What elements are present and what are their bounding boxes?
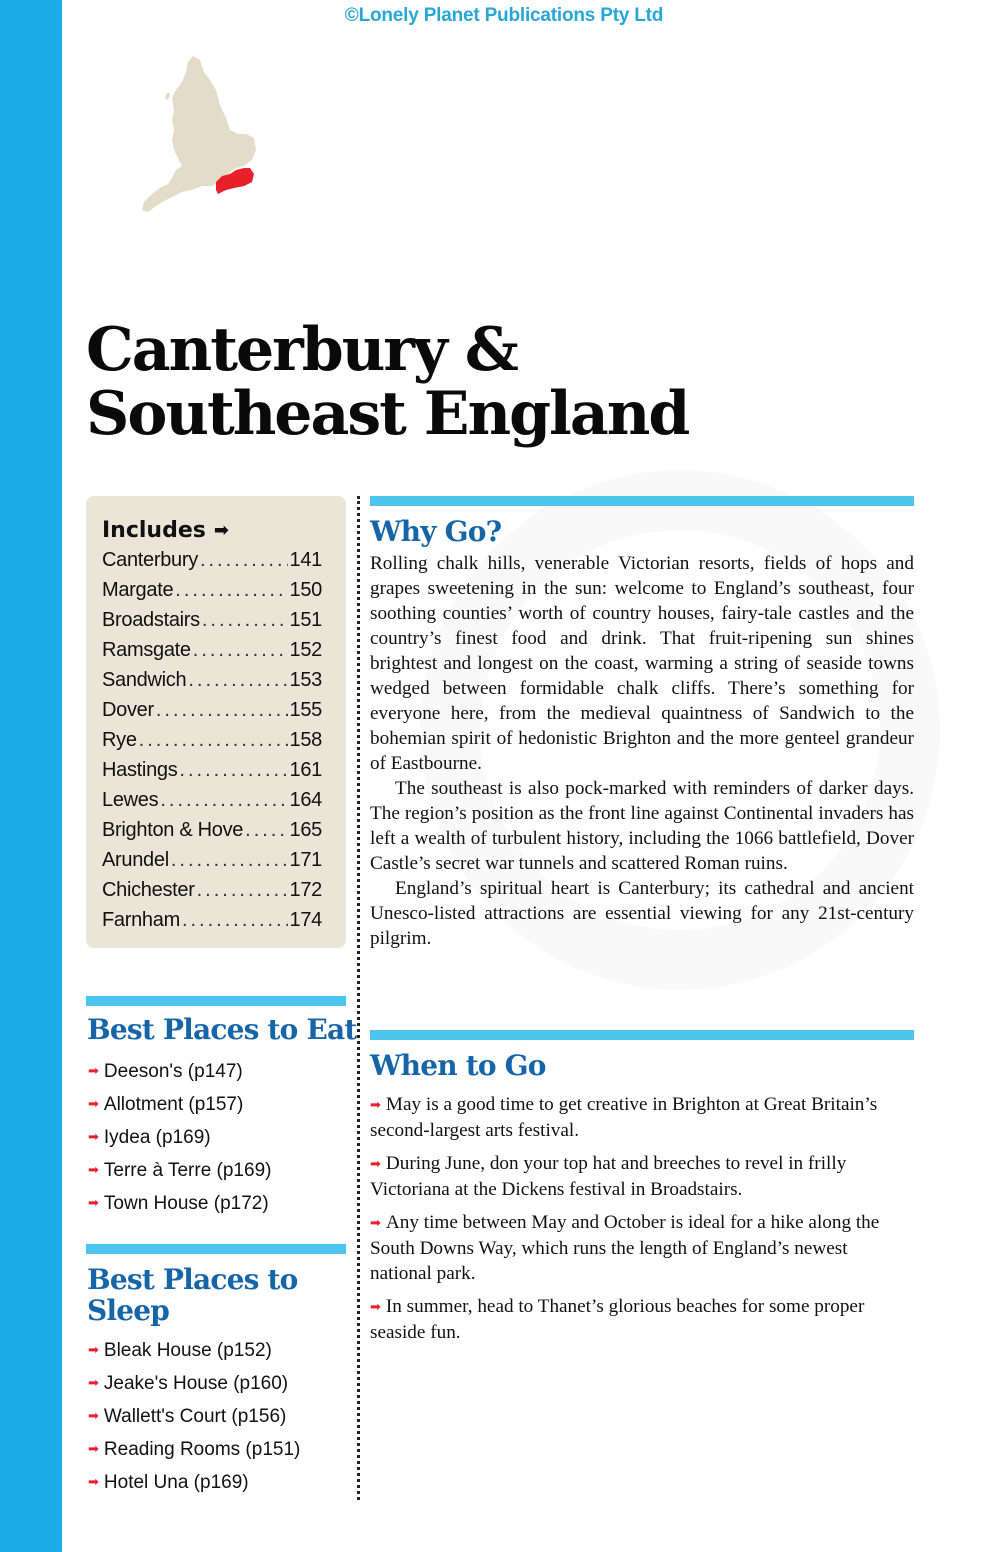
section-rule-when-to-go <box>370 1030 914 1040</box>
eat-list-item[interactable] <box>88 1121 271 1154</box>
red-arrow-bullet-icon: ➡ <box>88 1129 99 1144</box>
section-rule-eat <box>86 996 346 1006</box>
includes-item-name: Farnham <box>102 909 180 931</box>
eat-list-item-text: Iydea (p169) <box>103 1127 211 1148</box>
includes-item-page: 174 <box>289 909 322 931</box>
sleep-list-item[interactable] <box>88 1367 300 1400</box>
best-sleep-heading <box>87 1264 298 1326</box>
dot-leader <box>179 755 287 785</box>
red-arrow-bullet-icon: ➡ <box>88 1096 99 1111</box>
sleep-list-item-text: Bleak House (p152) <box>103 1340 272 1361</box>
eat-list-item[interactable] <box>88 1187 271 1220</box>
includes-item[interactable] <box>102 905 322 935</box>
includes-item[interactable] <box>102 785 322 815</box>
dot-leader <box>193 635 288 665</box>
chapter-title-line-1: Canterbury & <box>86 315 517 385</box>
eat-list-item-text: Terre à Terre (p169) <box>103 1160 272 1181</box>
includes-item-name: Brighton & Hove <box>102 819 244 841</box>
includes-item-page: 165 <box>289 819 322 841</box>
why-go-paragraph: Rolling chalk hills, venerable Victorian resorts, fields of hops and grapes sweetening in the sun: welcome to England’s southeast, four soothing counties’ worth of country houses, fairy-tale castles and the country’s finest food and drink. That fruit-ripening sun shines brightest and longest on the coast, warming a string of seaside towns wedged between formidable chalk cliffs. There’s something for everyone here, from the medieval quaintness of Sandwich to the bohemian spirit of hedonistic Brighton and the more genteel grandeur of Eastbourne. <box>370 553 914 774</box>
includes-item-page: 171 <box>289 849 322 871</box>
dot-leader <box>156 695 288 725</box>
includes-item-name: Broadstairs <box>102 609 200 631</box>
red-arrow-bullet-icon: ➡ <box>88 1342 99 1357</box>
includes-item-name: Lewes <box>102 789 159 811</box>
includes-item-page: 141 <box>289 549 322 571</box>
red-arrow-bullet-icon: ➡ <box>88 1441 99 1456</box>
when-to-go-heading: When to Go <box>370 1049 546 1082</box>
eat-list-item-text: Allotment (p157) <box>103 1094 244 1115</box>
dot-leader <box>188 665 287 695</box>
sleep-list-item-text: Hotel Una (p169) <box>103 1472 249 1493</box>
when-to-go-item[interactable] <box>370 1210 914 1286</box>
when-to-go-item-text: Any time between May and October is ideal for a hike along the South Downs Way, which runs the length of England’s newest national park. <box>370 1212 880 1284</box>
includes-item[interactable] <box>102 875 322 905</box>
includes-item-name: Chichester <box>102 879 195 901</box>
includes-item-page: 151 <box>289 609 322 631</box>
when-to-go-item[interactable] <box>370 1092 914 1143</box>
why-go-paragraph: England’s spiritual heart is Canterbury; its cathedral and ancient Unesco-listed attractions are essential viewing for any 21st-century pilgrim. <box>370 878 914 949</box>
england-locator-map-icon <box>130 50 290 220</box>
dot-leader <box>160 785 287 815</box>
includes-item-page: 155 <box>289 699 322 721</box>
dot-leader <box>171 845 288 875</box>
why-go-heading: Why Go? <box>370 515 502 548</box>
sleep-list-item-text: Wallett's Court (p156) <box>103 1406 287 1427</box>
why-go-body <box>370 551 914 951</box>
sleep-list-item[interactable] <box>88 1400 300 1433</box>
when-to-go-item[interactable] <box>370 1294 914 1345</box>
eat-list-item[interactable] <box>88 1055 271 1088</box>
best-sleep-list <box>88 1334 300 1499</box>
sleep-list-item[interactable] <box>88 1466 300 1499</box>
includes-item-name: Hastings <box>102 759 178 781</box>
eat-list-item[interactable] <box>88 1154 271 1187</box>
includes-item[interactable] <box>102 605 322 635</box>
when-to-go-item[interactable] <box>370 1151 914 1202</box>
dot-leader <box>200 545 288 575</box>
red-arrow-bullet-icon: ➡ <box>88 1195 99 1210</box>
includes-item[interactable] <box>102 545 322 575</box>
red-arrow-bullet-icon: ➡ <box>88 1375 99 1390</box>
sleep-list-item-text: Reading Rooms (p151) <box>103 1439 301 1460</box>
includes-item[interactable] <box>102 635 322 665</box>
red-arrow-bullet-icon: ➡ <box>370 1097 381 1112</box>
includes-item[interactable] <box>102 695 322 725</box>
includes-item-page: 161 <box>289 759 322 781</box>
when-to-go-item-text: During June, don your top hat and breeches to revel in frilly Victoriana at the Dickens festival in Broadstairs. <box>370 1153 847 1200</box>
dot-leader <box>197 875 288 905</box>
includes-item[interactable] <box>102 725 322 755</box>
sleep-list-item-text: Jeake's House (p160) <box>103 1373 289 1394</box>
includes-item-page: 158 <box>289 729 322 751</box>
includes-item-name: Canterbury <box>102 549 198 571</box>
eat-list-item-text: Deeson's (p147) <box>103 1061 243 1082</box>
sleep-list-item[interactable] <box>88 1433 300 1466</box>
includes-box <box>86 496 346 948</box>
includes-item-page: 152 <box>289 639 322 661</box>
dot-leader <box>175 575 287 605</box>
includes-item-name: Sandwich <box>102 669 187 691</box>
dot-leader <box>182 905 288 935</box>
arrow-right-icon: ➡ <box>213 520 229 541</box>
includes-heading <box>102 518 322 543</box>
includes-item[interactable] <box>102 815 322 845</box>
includes-item-page: 172 <box>289 879 322 901</box>
red-arrow-bullet-icon: ➡ <box>88 1408 99 1423</box>
best-sleep-heading-line-2: Sleep <box>87 1294 170 1327</box>
when-to-go-item-text: May is a good time to get creative in Brighton at Great Britain’s second-largest arts festival. <box>370 1094 878 1141</box>
includes-item-page: 153 <box>289 669 322 691</box>
why-go-paragraph: The southeast is also pock-marked with reminders of darker days. The region’s position as the front line against Continental invaders has left a wealth of turbulent history, including the 1066 battlefield, Dover Castle’s secret war tunnels and scattered Roman ruins. <box>370 778 914 874</box>
england-landmass <box>142 56 256 212</box>
red-arrow-bullet-icon: ➡ <box>370 1215 381 1230</box>
chapter-title <box>86 315 689 449</box>
when-to-go-item-text: In summer, head to Thanet’s glorious beaches for some proper seaside fun. <box>370 1296 865 1343</box>
includes-item-name: Dover <box>102 699 154 721</box>
dot-leader <box>245 815 287 845</box>
includes-item[interactable] <box>102 665 322 695</box>
includes-item[interactable] <box>102 575 322 605</box>
dot-leader <box>202 605 288 635</box>
england-island <box>165 92 170 100</box>
best-eat-list <box>88 1055 271 1220</box>
includes-item-name: Ramsgate <box>102 639 191 661</box>
chapter-title-line-2: Southeast England <box>86 379 689 449</box>
includes-item[interactable] <box>102 845 322 875</box>
red-arrow-bullet-icon: ➡ <box>88 1063 99 1078</box>
includes-item-page: 164 <box>289 789 322 811</box>
section-rule-sleep <box>86 1244 346 1254</box>
includes-item-page: 150 <box>289 579 322 601</box>
includes-item-name: Rye <box>102 729 137 751</box>
includes-list <box>102 545 322 935</box>
column-divider <box>357 496 360 1500</box>
section-rule-why-go <box>370 496 914 506</box>
red-arrow-bullet-icon: ➡ <box>88 1162 99 1177</box>
red-arrow-bullet-icon: ➡ <box>370 1299 381 1314</box>
best-sleep-heading-line-1: Best Places to <box>87 1263 298 1296</box>
sidebar-color-band <box>0 0 62 1552</box>
copyright-notice: ©Lonely Planet Publications Pty Ltd <box>344 5 664 26</box>
includes-item-name: Arundel <box>102 849 169 871</box>
best-eat-heading: Best Places to Eat <box>87 1013 357 1046</box>
includes-heading-label: Includes <box>102 518 206 543</box>
sleep-list-item[interactable] <box>88 1334 300 1367</box>
red-arrow-bullet-icon: ➡ <box>370 1156 381 1171</box>
eat-list-item[interactable] <box>88 1088 271 1121</box>
dot-leader <box>139 725 288 755</box>
red-arrow-bullet-icon: ➡ <box>88 1474 99 1489</box>
includes-item[interactable] <box>102 755 322 785</box>
when-to-go-list <box>370 1092 914 1353</box>
eat-list-item-text: Town House (p172) <box>103 1193 269 1214</box>
includes-item-name: Margate <box>102 579 174 601</box>
